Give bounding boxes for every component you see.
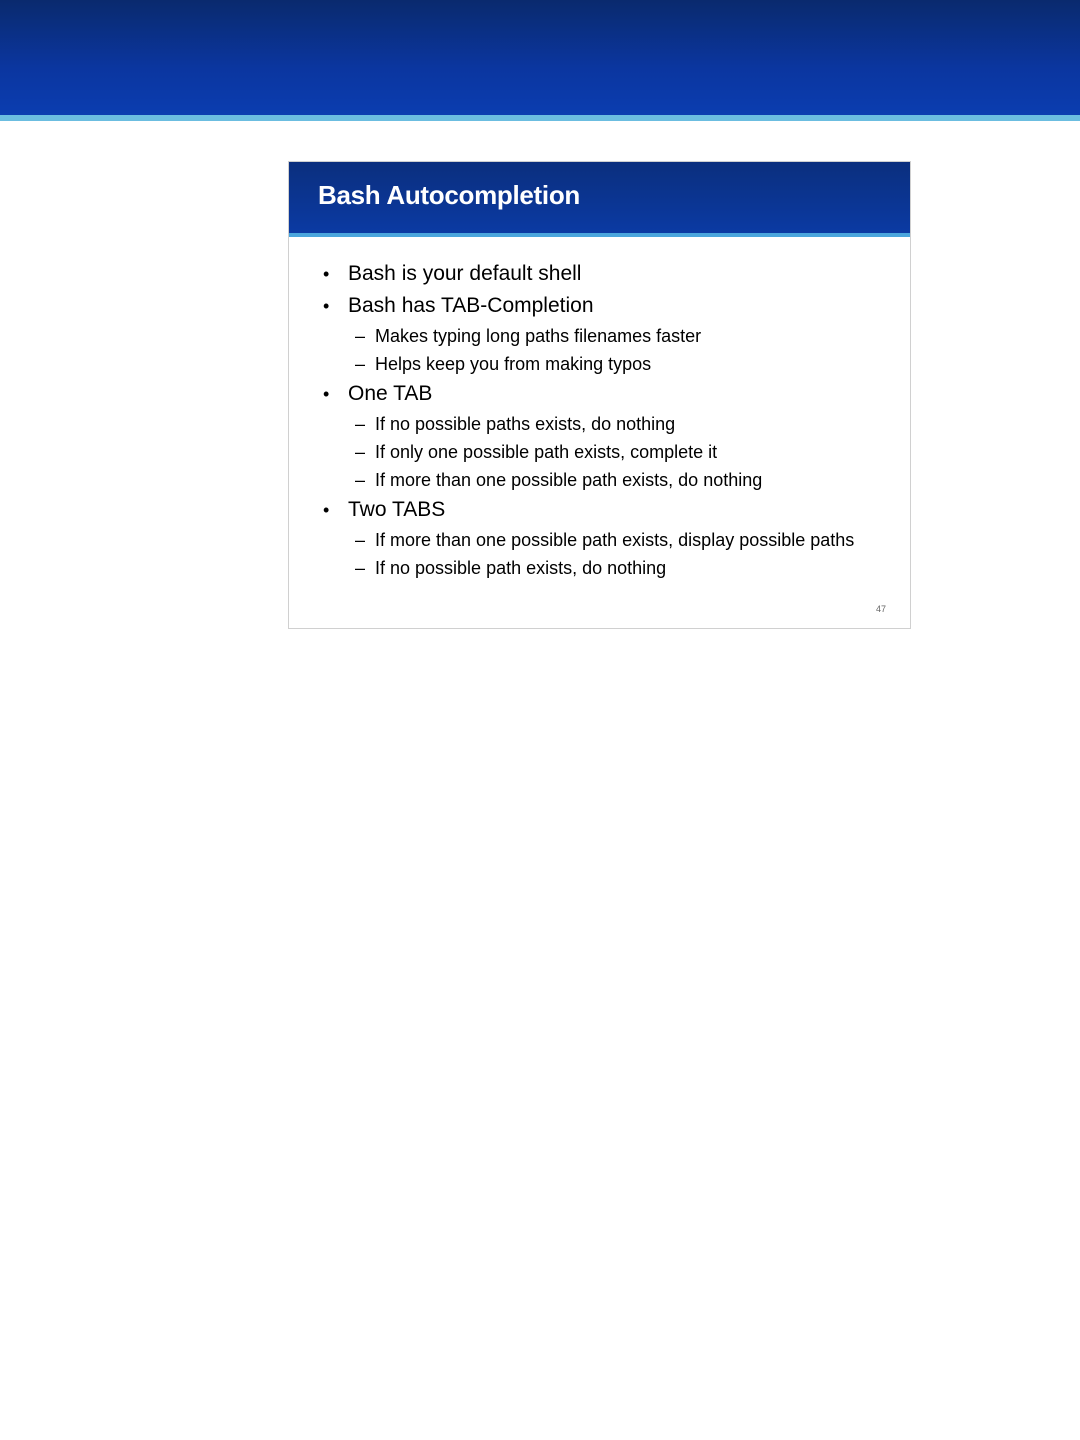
slide-body — [323, 258, 893, 582]
slide-page-number: 47 — [875, 604, 886, 614]
sub-bullet-marker: – — [355, 470, 366, 490]
sub-bullet-item — [323, 554, 893, 582]
sub-bullet-text: Helps keep you from making typos — [375, 354, 652, 374]
sub-bullet-marker: – — [355, 442, 366, 462]
page-header-band — [0, 0, 1080, 115]
bullet-item — [323, 378, 893, 410]
bullet-marker: • — [323, 264, 330, 284]
sub-bullet-item — [323, 350, 893, 378]
page-header-rule — [0, 115, 1080, 121]
sub-bullet-text: If more than one possible path exists, do nothing — [375, 470, 763, 490]
sub-bullet-item — [323, 322, 893, 350]
bullet-marker: • — [323, 384, 330, 404]
bullet-text: One TAB — [348, 382, 433, 405]
sub-bullet-text: If more than one possible path exists, display possible paths — [375, 530, 855, 550]
sub-bullet-item — [323, 466, 893, 494]
sub-bullet-marker: – — [355, 326, 366, 346]
bullet-marker: • — [323, 500, 330, 520]
bullet-text: Two TABS — [348, 498, 446, 521]
slide-title: Bash Autocompletion — [318, 180, 581, 210]
sub-bullet-item — [323, 438, 893, 466]
bullet-text: Bash has TAB-Completion — [348, 294, 594, 317]
sub-bullet-text: Makes typing long paths filenames faster — [375, 326, 702, 346]
bullet-item — [323, 290, 893, 322]
slide-header — [289, 162, 910, 233]
sub-bullet-marker: – — [355, 414, 366, 434]
slide-header-rule — [289, 233, 910, 237]
sub-bullet-item — [323, 526, 893, 554]
sub-bullet-text: If no possible path exists, do nothing — [375, 558, 667, 578]
slide — [288, 161, 911, 629]
sub-bullet-marker: – — [355, 558, 366, 578]
sub-bullet-marker: – — [355, 354, 366, 374]
bullet-text: Bash is your default shell — [348, 262, 582, 285]
sub-bullet-text: If only one possible path exists, complete it — [375, 442, 718, 462]
sub-bullet-marker: – — [355, 530, 366, 550]
sub-bullet-item — [323, 410, 893, 438]
bullet-item — [323, 494, 893, 526]
bullet-item — [323, 258, 893, 290]
sub-bullet-text: If no possible paths exists, do nothing — [375, 414, 676, 434]
bullet-marker: • — [323, 296, 330, 316]
